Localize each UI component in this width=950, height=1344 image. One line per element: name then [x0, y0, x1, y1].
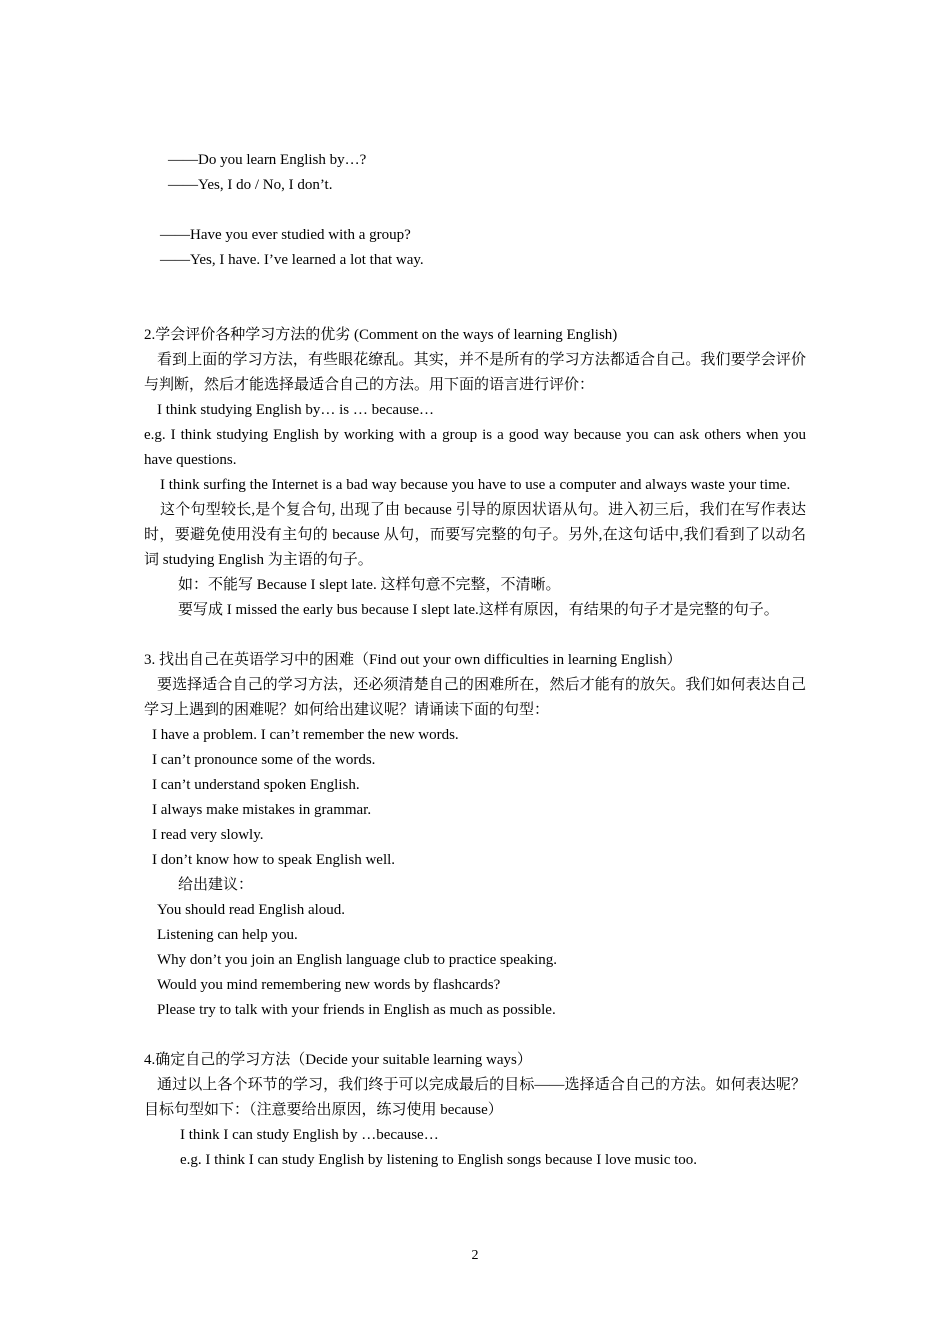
advice-item: Listening can help you. [157, 927, 298, 943]
advice-label: 给出建议： [178, 877, 254, 893]
section4-intro: 通过以上各个环节的学习，我们终于可以完成最后的目标——选择适合自己的方法。如何表达呢？目标句型如下：（注意要给出原因，练习使用 because） [144, 1077, 806, 1118]
section2-note: 这个句型较长,是个复合句, 出现了由 because 引导的原因状语从句。进入初三后，我们在写作表达时，要避免使用没有主句的 because 从句，而要写完整的句子。另外,在这句话中,我们看到了以动名词 studying English 为主语的句子。 [144, 502, 806, 568]
dialogue2-answer: ——Yes, I have. I’ve learned a lot that way. [160, 252, 424, 268]
section4-example: e.g. I think I can study English by listening to English songs because I love music too. [180, 1152, 698, 1168]
problem-item: I have a problem. I can’t remember the new words. [152, 727, 459, 743]
section2-intro: 看到上面的学习方法，有些眼花缭乱。其实，并不是所有的学习方法都适合自己。我们要学会评价与判断，然后才能选择最适合自己的方法。用下面的语言进行评价： [144, 352, 806, 393]
section2-pattern: I think studying English by… is … because… [157, 402, 435, 418]
problem-item: I read very slowly. [152, 827, 264, 843]
problem-item: I don’t know how to speak English well. [152, 852, 396, 868]
section2-heading: 2.学会评价各种学习方法的优劣 (Comment on the ways of learning English) [144, 327, 618, 343]
dialogue1-question: ——Do you learn English by…? [168, 152, 367, 168]
section3-heading: 3. 找出自己在英语学习中的困难（Find out your own difficulties in learning English） [144, 652, 682, 668]
section2-example2: I think surfing the Internet is a bad way because you have to use a computer and always waste your time. [160, 477, 791, 493]
advice-item: You should read English aloud. [157, 902, 346, 918]
dialogue2-question: ——Have you ever studied with a group? [160, 227, 411, 243]
section2-good-example: 要写成 I missed the early bus because I slept late.这样有原因，有结果的句子才是完整的句子。 [178, 602, 779, 618]
page-number: 2 [471, 1248, 479, 1263]
section4-pattern: I think I can study English by …because… [180, 1127, 439, 1143]
advice-item: Would you mind remembering new words by flashcards? [157, 977, 501, 993]
problem-item: I can’t pronounce some of the words. [152, 752, 376, 768]
dialogue1-answer: ——Yes, I do / No, I don’t. [168, 177, 333, 193]
problem-item: I can’t understand spoken English. [152, 777, 360, 793]
section3-intro: 要选择适合自己的学习方法，还必须清楚自己的困难所在，然后才能有的放矢。我们如何表达自己学习上遇到的困难呢？如何给出建议呢？请诵读下面的句型： [144, 677, 806, 718]
problem-item: I always make mistakes in grammar. [152, 802, 372, 818]
section2-bad-example: 如：不能写 Because I slept late. 这样句意不完整，不清晰。 [178, 577, 561, 593]
section2-example1: e.g. I think studying English by working with a group is a good way because you can ask others when you have questions. [144, 427, 806, 468]
document-page [144, 148, 806, 1173]
advice-item: Please try to talk with your friends in English as much as possible. [157, 1002, 556, 1018]
section4-heading: 4.确定自己的学习方法（Decide your suitable learning ways） [144, 1052, 532, 1068]
advice-item: Why don’t you join an English language club to practice speaking. [157, 952, 558, 968]
